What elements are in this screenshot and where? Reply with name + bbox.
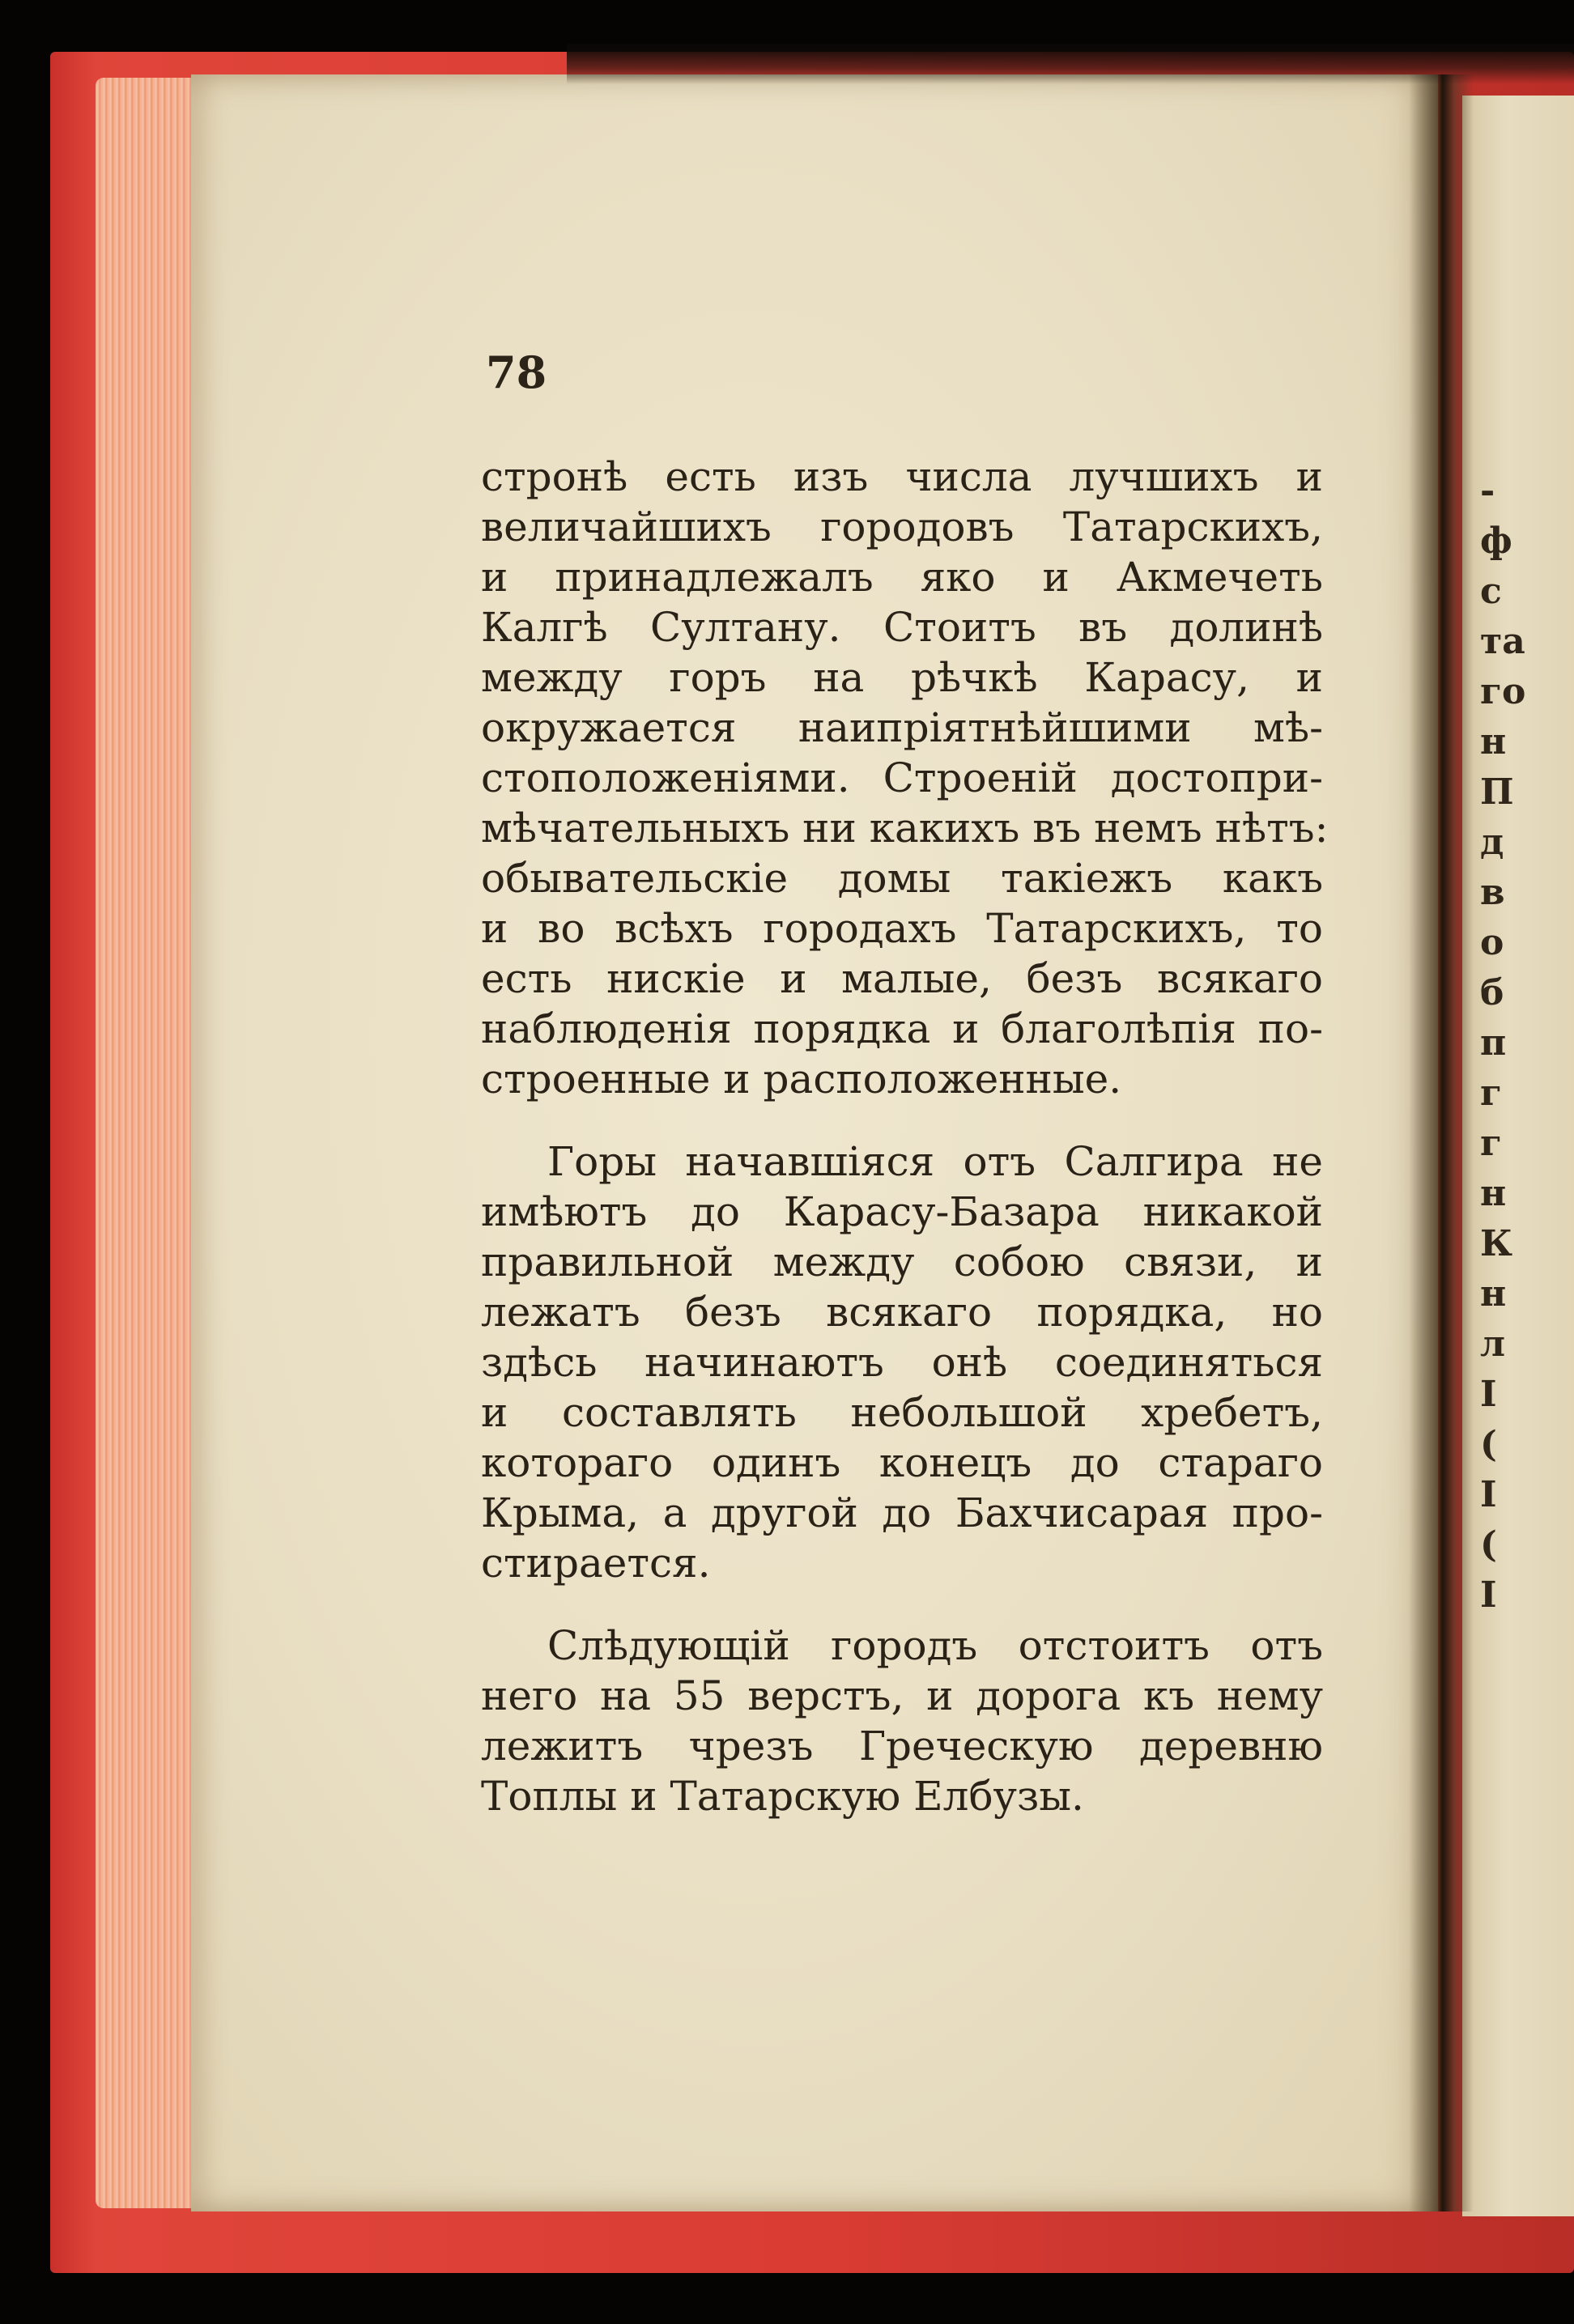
text-line: него на 55 верстъ, и дорога къ нему: [481, 1672, 1323, 1719]
text-line: Топлы и Татарскую Елбузы.: [481, 1773, 1084, 1820]
text-line: стирается.: [481, 1540, 711, 1587]
text-line: Горы начавшіяся отъ Салгира не: [547, 1138, 1323, 1185]
paragraph-3: [481, 1621, 1323, 1821]
edge-glyph: К: [1480, 1223, 1513, 1264]
paragraph-1: [481, 452, 1329, 1104]
text-line: обывательскіе домы такіежъ какъ: [481, 855, 1323, 902]
text-line: стронѣ есть изъ числа лучшихъ и: [481, 453, 1323, 500]
edge-glyph: н: [1480, 1173, 1507, 1214]
page-text: [481, 452, 1329, 1854]
top-shadow: [567, 44, 1574, 84]
text-line: правильной между собою связи, и: [481, 1238, 1323, 1285]
text-line: наблюденія порядка и благолѣпія по-: [481, 1005, 1323, 1052]
text-line: Калгѣ Султану. Стоитъ въ долинѣ: [481, 604, 1323, 651]
edge-glyph: б: [1480, 972, 1504, 1013]
book-gutter: [1409, 74, 1474, 2211]
text-line: и составлять небольшой хребетъ,: [481, 1389, 1323, 1436]
edge-glyph: I: [1480, 1374, 1497, 1415]
text-line: котораго одинъ конецъ до стараго: [481, 1439, 1323, 1486]
text-line: Слѣдующій городъ отстоитъ отъ: [547, 1622, 1323, 1669]
text-line: стоположеніями. Строеній достопри-: [481, 754, 1323, 801]
text-line: и принадлежалъ яко и Акмечеть: [481, 554, 1323, 601]
edge-glyph: та: [1480, 621, 1525, 662]
text-line: и во всѣхъ городахъ Татарскихъ, то: [481, 905, 1323, 952]
text-line: Крыма, а другой до Бахчисарая про-: [481, 1489, 1323, 1536]
edge-glyph: н: [1480, 721, 1507, 763]
edge-glyph: ф: [1480, 520, 1512, 562]
paragraph-2: [481, 1137, 1323, 1588]
text-line: между горъ на рѣчкѣ Карасу, и: [481, 654, 1323, 701]
text-line: лежатъ безъ всякаго порядка, но: [481, 1289, 1323, 1336]
text-line: окружается наипріятнѣйшими мѣ-: [481, 704, 1323, 751]
edge-glyph: г: [1480, 1073, 1502, 1114]
edge-glyph: н: [1480, 1273, 1507, 1315]
edge-glyph: с: [1480, 571, 1502, 612]
edge-glyph: I: [1480, 1474, 1497, 1515]
text-line: мѣчательныхъ ни какихъ въ немъ нѣтъ:: [481, 805, 1329, 852]
edge-glyph: д: [1480, 822, 1504, 863]
text-line: лежитъ чрезъ Греческую деревню: [481, 1723, 1323, 1770]
edge-glyph: в: [1480, 872, 1505, 913]
edge-glyph: п: [1480, 1022, 1507, 1064]
page-number: 78: [486, 346, 547, 398]
text-line: величайшихъ городовъ Татарскихъ,: [481, 503, 1323, 550]
text-line: здѣсь начинаютъ онѣ соединяться: [481, 1339, 1323, 1386]
edge-glyph: (: [1480, 1424, 1497, 1465]
facing-page-text-fragment: [1480, 466, 1525, 1621]
edge-glyph: -: [1480, 470, 1495, 512]
edge-glyph: I: [1480, 1574, 1497, 1616]
edge-glyph: л: [1480, 1323, 1506, 1365]
edge-glyph: г: [1480, 1123, 1502, 1164]
text-line: строенные и расположенные.: [481, 1056, 1122, 1103]
text-line: имѣютъ до Карасу-Базара никакой: [481, 1188, 1323, 1235]
text-line: есть нискіе и малые, безъ всякаго: [481, 955, 1323, 1002]
edge-glyph: (: [1480, 1524, 1497, 1566]
edge-glyph: о: [1480, 922, 1504, 963]
edge-glyph: го: [1480, 671, 1526, 712]
edge-glyph: П: [1480, 771, 1514, 813]
